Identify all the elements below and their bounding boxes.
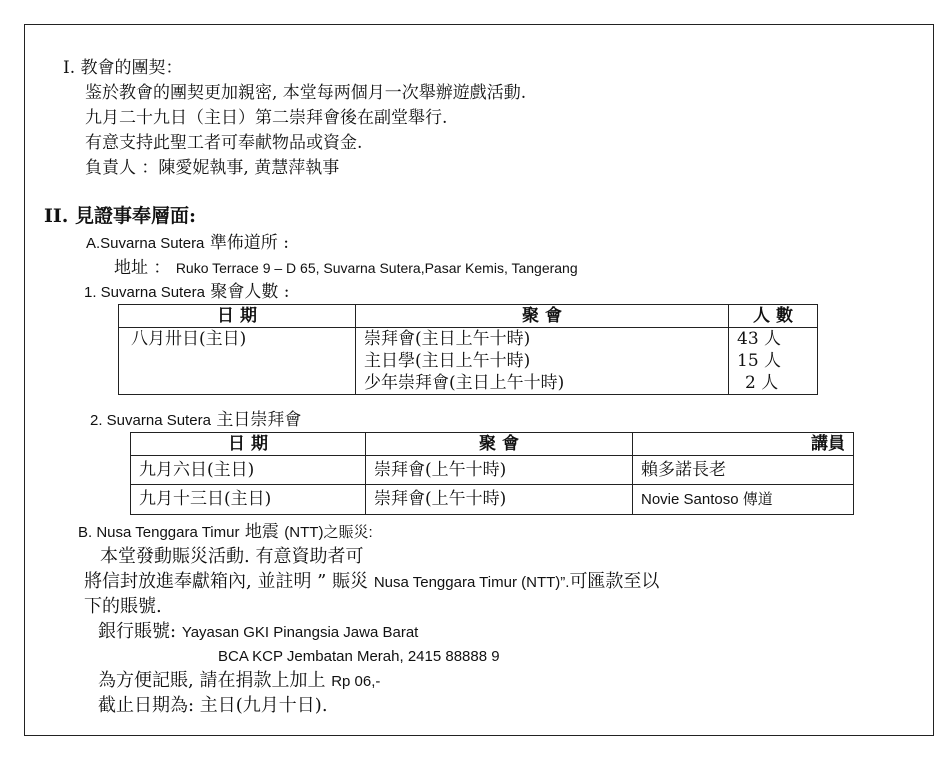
- table-2-title-suffix: 主日崇拜會: [216, 410, 302, 430]
- section-2-heading: II. 見證事奉層面:: [44, 205, 197, 227]
- table-cell-meeting: 崇拜會(上午十時): [366, 485, 633, 515]
- table-cell-meeting: [356, 328, 729, 395]
- service-table: [130, 432, 854, 515]
- table-2-title-prefix: 2. Suvarna Sutera: [90, 412, 211, 429]
- section-b-line: 本堂發動賑災活動. 有意資助者可: [100, 546, 364, 567]
- bank-name: Yayasan GKI Pinangsia Jawa Barat: [181, 624, 419, 641]
- table-cell-date: 九月六日(主日): [131, 456, 366, 485]
- section-b-text: 可匯款至以: [569, 571, 660, 592]
- section-b-line: 下的賬號.: [84, 596, 162, 617]
- section-1-line: 九月二十九日（主日）第二崇拜會後在副堂舉行.: [85, 108, 448, 128]
- section-b-title-mid: 地震: [244, 522, 279, 542]
- table-header-row: [131, 433, 854, 456]
- column-header-speaker: 講員: [633, 433, 854, 456]
- section-b-line: [84, 571, 659, 594]
- meeting-entry: 主日學(主日上午十時): [364, 351, 531, 371]
- section-b-title: [78, 521, 373, 544]
- column-header-date: 日 期: [119, 305, 356, 328]
- table-cell-date: 九月十三日(主日): [131, 485, 366, 515]
- note-line: [98, 670, 380, 693]
- table-1-title-suffix: 聚會人數 :: [210, 282, 290, 302]
- table-header-row: [119, 305, 818, 328]
- bank-account: BCA KCP Jembatan Merah, 2415 88888 9: [218, 648, 500, 665]
- table-cell-speaker: [633, 485, 854, 515]
- table-cell-meeting: 崇拜會(上午十時): [366, 456, 633, 485]
- table-row: [131, 485, 854, 515]
- section-b-text: Nusa Tenggara Timur (NTT)”.: [373, 574, 570, 591]
- section-b-title-suffix: (NTT)之賑災:: [284, 524, 373, 541]
- table-2-title: [90, 409, 301, 432]
- count-entry: 2 人: [745, 373, 779, 393]
- section-1-line: 鉴於教會的團契更加親密, 本堂每两個月一次舉辦遊戲活動.: [85, 83, 527, 103]
- table-cell-speaker: 賴多諾長老: [633, 456, 854, 485]
- address-label: 地址 ：: [114, 258, 171, 278]
- table-cell-count: [729, 328, 818, 395]
- section-2a-title-prefix: A.Suvarna Sutera: [86, 235, 205, 252]
- table-cell-date: 八月卅日(主日): [119, 328, 356, 395]
- section-b-title-prefix: B. Nusa Tenggara Timur: [78, 524, 240, 541]
- column-header-meeting: 聚 會: [356, 305, 729, 328]
- meeting-entry: 崇拜會(主日上午十時): [364, 329, 531, 349]
- attendance-table: [118, 304, 818, 395]
- bank-line: [98, 621, 418, 644]
- table-1-title-prefix: 1. Suvarna Sutera: [84, 284, 205, 301]
- meeting-entry: 少年崇拜會(主日上午十時): [364, 373, 565, 393]
- column-header-count: 人 數: [729, 305, 818, 328]
- note-text: 為方便記賬, 請在捐款上加上: [98, 670, 326, 691]
- note-amount: Rp 06,-: [331, 673, 381, 690]
- count-entry: 15 人: [737, 351, 782, 371]
- table-row: [119, 328, 818, 395]
- address-value: Ruko Terrace 9 – D 65, Suvarna Sutera,Pasar Kemis, Tangerang: [175, 260, 578, 276]
- section-1-line: 負責人 ：陳愛妮執事, 黄慧萍執事: [85, 158, 340, 178]
- section-b-text: 將信封放進奉獻箱內, 並註明 ” 賑災: [84, 571, 369, 592]
- deadline-line: 截止日期為: 主日(九月十日).: [98, 695, 328, 716]
- section-1-heading: I. 教會的團契：: [63, 58, 183, 78]
- section-2a-title: [86, 232, 289, 255]
- table-row: [131, 456, 854, 485]
- section-1-line: 有意支持此聖工者可奉献物品或資金.: [85, 133, 363, 153]
- bank-label: 銀行賬號:: [98, 621, 177, 642]
- count-entry: 43 人: [737, 329, 782, 349]
- speaker-name: Novie Santoso 傳道: [641, 491, 773, 508]
- section-2a-title-suffix: 準佈道所 :: [209, 233, 289, 253]
- table-1-title: [84, 281, 289, 304]
- column-header-meeting: 聚 會: [366, 433, 633, 456]
- address-line: [114, 257, 578, 279]
- column-header-date: 日 期: [131, 433, 366, 456]
